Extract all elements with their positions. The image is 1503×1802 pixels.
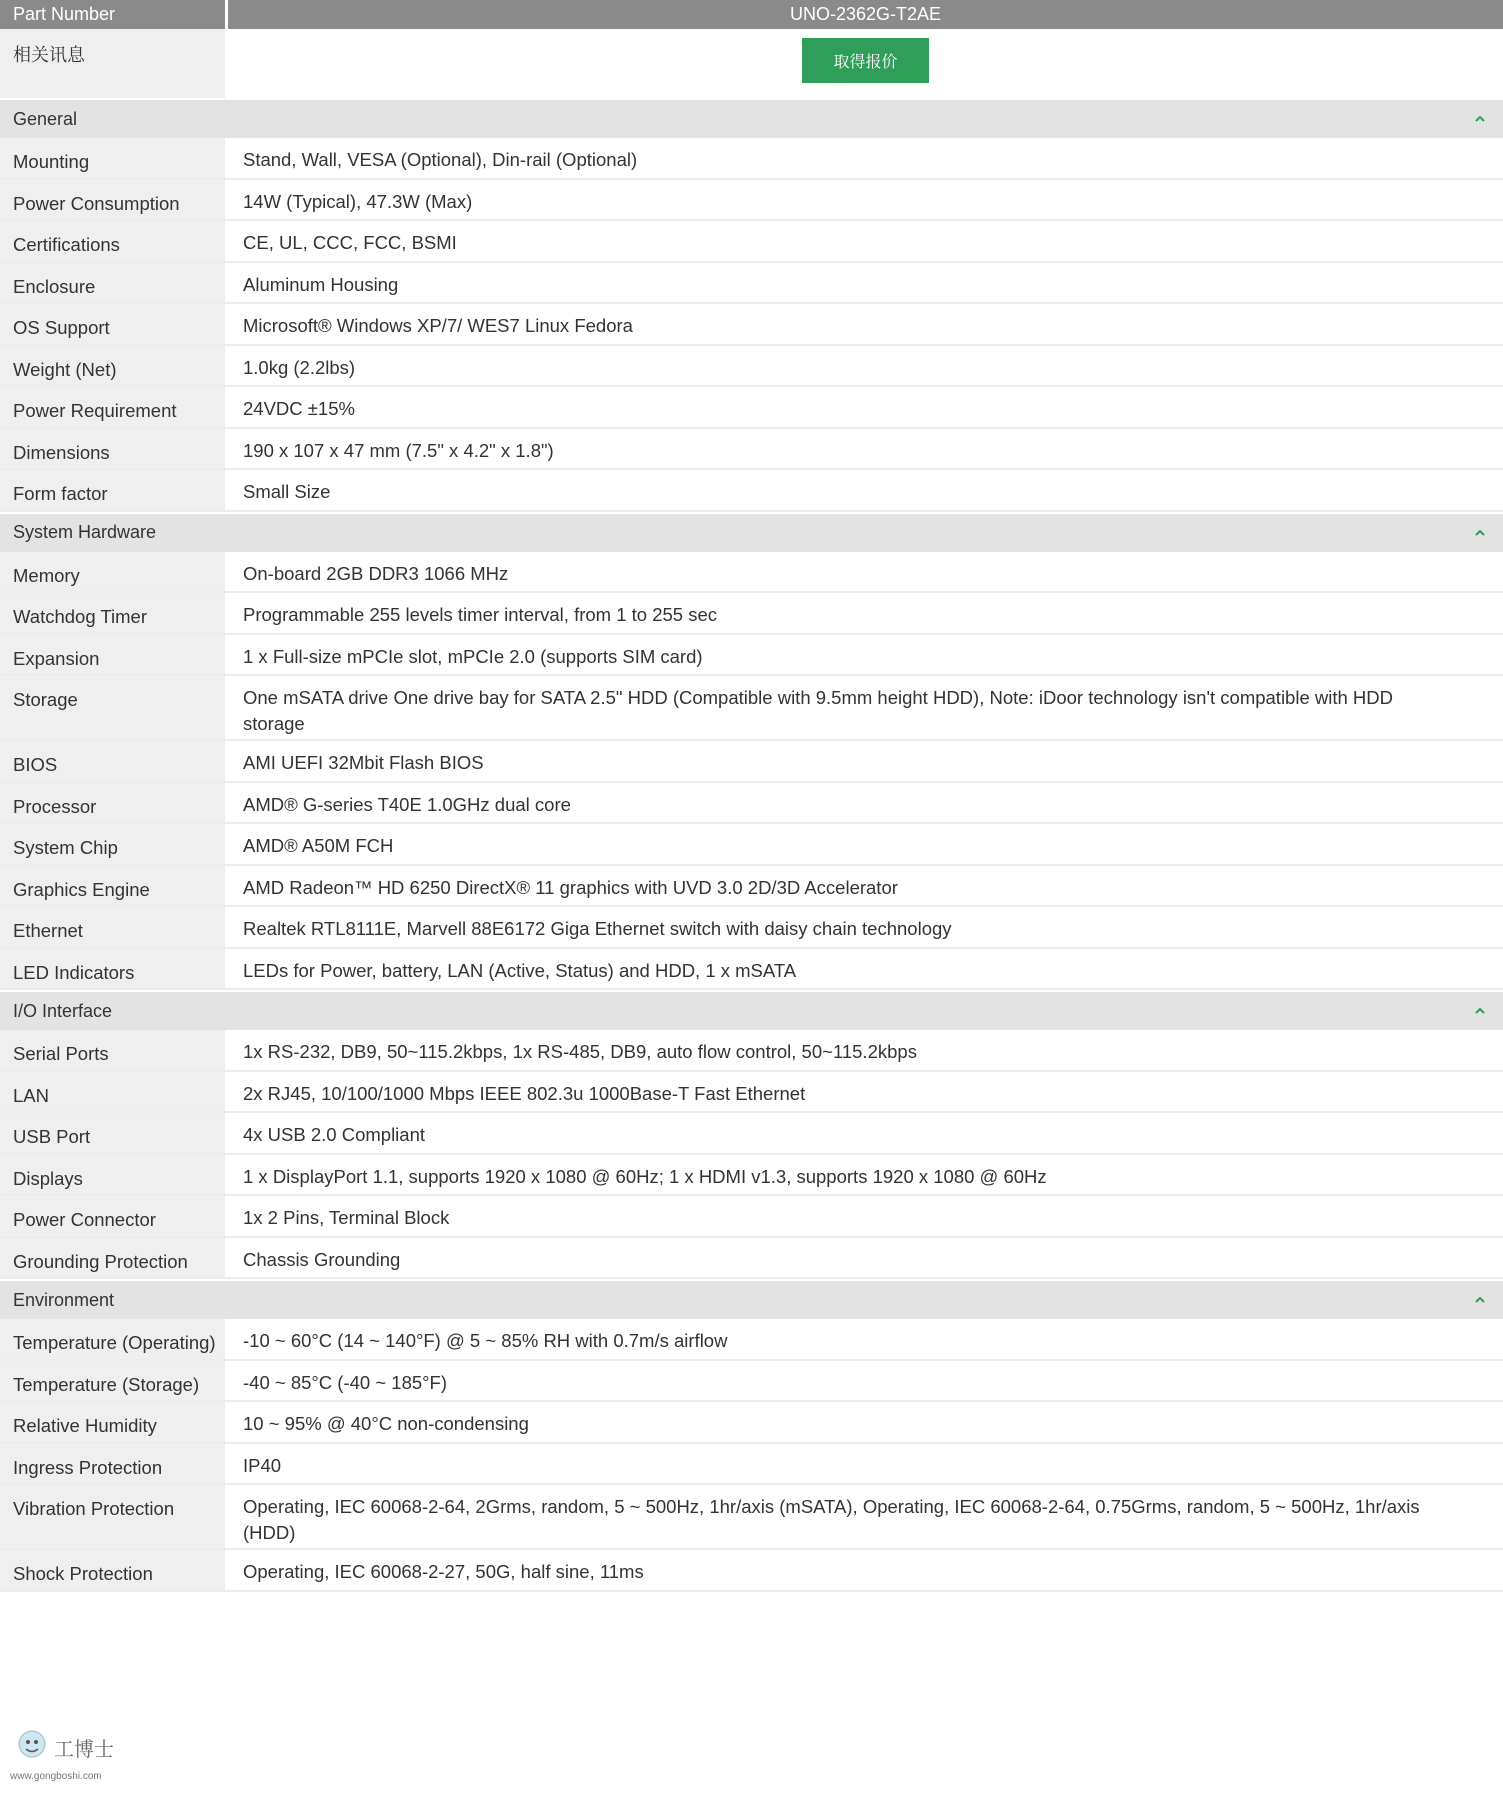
- spec-value: AMD Radeon™ HD 6250 DirectX® 11 graphics with UVD 3.0 2D/3D Accelerator: [243, 876, 898, 898]
- spec-key: LAN: [0, 1072, 225, 1112]
- spec-key: USB Port: [0, 1113, 225, 1153]
- spec-value: 1 x DisplayPort 1.1, supports 1920 x 1080 @ 60Hz; 1 x HDMI v1.3, supports 1920 x 1080 @ 60Hz: [243, 1165, 1047, 1187]
- spec-row: [0, 180, 1503, 222]
- spec-value: -40 ~ 85°C (-40 ~ 185°F): [243, 1371, 448, 1393]
- spec-row: [0, 304, 1503, 346]
- spec-key: Temperature (Operating): [0, 1319, 225, 1359]
- spec-key: Power Consumption: [0, 180, 225, 220]
- spec-key: Certifications: [0, 221, 225, 261]
- spec-key: LED Indicators: [0, 949, 225, 989]
- spec-value: On-board 2GB DDR3 1066 MHz: [243, 562, 509, 584]
- spec-key: Mounting: [0, 138, 225, 178]
- spec-key: Enclosure: [0, 263, 225, 303]
- section-header[interactable]: [0, 514, 1503, 552]
- spec-value: 10 ~ 95% @ 40°C non-condensing: [243, 1413, 529, 1434]
- spec-value: LEDs for Power, battery, LAN (Active, Status) and HDD, 1 x mSATA: [243, 959, 797, 981]
- spec-value: Stand, Wall, VESA (Optional), Din-rail (Optional): [243, 149, 638, 170]
- spec-value: 1 x Full-size mPCIe slot, mPCIe 2.0 (supports SIM card): [243, 645, 703, 667]
- spec-key: Serial Ports: [0, 1030, 225, 1070]
- watermark-logo: [10, 1724, 140, 1796]
- section-title: I/O Interface: [13, 1000, 113, 1021]
- spec-row: [0, 470, 1503, 512]
- spec-key: Power Requirement: [0, 387, 225, 427]
- spec-value: AMD® G-series T40E 1.0GHz dual core: [243, 793, 571, 815]
- section-header[interactable]: [0, 100, 1503, 138]
- section-title: System Hardware: [13, 522, 157, 542]
- spec-value: 4x USB 2.0 Compliant: [243, 1124, 426, 1145]
- spec-key: Graphics Engine: [0, 866, 225, 906]
- spec-row: [0, 1196, 1503, 1238]
- section-title: Environment: [13, 1289, 115, 1310]
- spec-value: Chassis Grounding: [243, 1248, 401, 1270]
- spec-key: Vibration Protection: [0, 1485, 225, 1548]
- spec-value: Small Size: [243, 481, 331, 502]
- spec-row: [0, 1319, 1503, 1361]
- info-row: [0, 29, 1503, 98]
- spec-row: [0, 1072, 1503, 1114]
- info-label: 相关讯息: [0, 29, 225, 98]
- spec-key: Temperature (Storage): [0, 1361, 225, 1401]
- spec-row: [0, 387, 1503, 429]
- spec-value: CE, UL, CCC, FCC, BSMI: [243, 232, 457, 253]
- spec-key: Storage: [0, 676, 225, 739]
- spec-row: [0, 1550, 1503, 1592]
- spec-row: [0, 1113, 1503, 1155]
- spec-value: 1.0kg (2.2lbs): [243, 356, 356, 378]
- spec-value: Operating, IEC 60068-2-64, 2Grms, random, 5 ~ 500Hz, 1hr/axis (mSATA), Operating, IEC 60068-2-64, 0.75Grms, random, 5 ~ 500Hz, 1hr/axis (HDD): [243, 1496, 1420, 1543]
- watermark-url: www.gongboshi.com: [10, 1771, 102, 1782]
- spec-row: [0, 1402, 1503, 1444]
- spec-row: [0, 949, 1503, 991]
- spec-key: Dimensions: [0, 429, 225, 469]
- spec-key: System Chip: [0, 824, 225, 864]
- spec-row: [0, 676, 1503, 741]
- spec-key: Watchdog Timer: [0, 593, 225, 633]
- spec-key: Power Connector: [0, 1196, 225, 1236]
- section-header[interactable]: [0, 992, 1503, 1030]
- spec-value: Aluminum Housing: [243, 273, 399, 295]
- spec-value: 1x 2 Pins, Terminal Block: [243, 1207, 450, 1228]
- spec-row: [0, 221, 1503, 263]
- section-title: General: [13, 108, 78, 129]
- part-number-header: [0, 0, 1503, 29]
- spec-row: [0, 1485, 1503, 1550]
- spec-key: Grounding Protection: [0, 1238, 225, 1278]
- spec-value: Microsoft® Windows XP/7/ WES7 Linux Fedora: [243, 315, 633, 336]
- watermark-brand: 工博士: [54, 1737, 114, 1761]
- spec-row: [0, 138, 1503, 180]
- spec-value: 1x RS-232, DB9, 50~115.2kbps, 1x RS-485, DB9, auto flow control, 50~115.2kbps: [243, 1041, 917, 1062]
- spec-value: -10 ~ 60°C (14 ~ 140°F) @ 5 ~ 85% RH with 0.7m/s airflow: [243, 1330, 728, 1351]
- spec-key: Shock Protection: [0, 1550, 225, 1590]
- spec-key: Relative Humidity: [0, 1402, 225, 1442]
- chevron-up-icon[interactable]: [1475, 1008, 1485, 1014]
- spec-row: [0, 263, 1503, 305]
- spec-value: AMI UEFI 32Mbit Flash BIOS: [243, 752, 484, 773]
- chevron-up-icon[interactable]: [1475, 1297, 1485, 1303]
- spec-key: BIOS: [0, 741, 225, 781]
- spec-key: Processor: [0, 783, 225, 823]
- spec-row: [0, 1444, 1503, 1486]
- spec-row: [0, 1238, 1503, 1280]
- get-quote-button[interactable]: 取得报价: [802, 38, 929, 83]
- chevron-up-icon[interactable]: [1475, 530, 1485, 536]
- spec-key: Ethernet: [0, 907, 225, 947]
- spec-value: 190 x 107 x 47 mm (7.5" x 4.2" x 1.8"): [243, 439, 554, 461]
- spec-row: [0, 907, 1503, 949]
- spec-row: [0, 635, 1503, 677]
- spec-sections: [0, 100, 1503, 1592]
- part-number-value: UNO-2362G-T2AE: [228, 0, 1503, 29]
- spec-key: Ingress Protection: [0, 1444, 225, 1484]
- spec-row: [0, 783, 1503, 825]
- spec-value: IP40: [243, 1454, 282, 1476]
- spec-row: [0, 866, 1503, 908]
- spec-value: AMD® A50M FCH: [243, 835, 394, 856]
- spec-key: Form factor: [0, 470, 225, 510]
- spec-row: [0, 1155, 1503, 1197]
- spec-value: One mSATA drive One drive bay for SATA 2.5" HDD (Compatible with 9.5mm height HDD), Note: iDoor technology isn't compatible with HDD storage: [243, 687, 1393, 734]
- spec-row: [0, 429, 1503, 471]
- spec-key: Memory: [0, 552, 225, 592]
- spec-key: Expansion: [0, 635, 225, 675]
- spec-row: [0, 552, 1503, 594]
- spec-key: Displays: [0, 1155, 225, 1195]
- spec-row: [0, 1030, 1503, 1072]
- part-number-label: Part Number: [0, 0, 225, 29]
- spec-value: 2x RJ45, 10/100/1000 Mbps IEEE 802.3u 1000Base-T Fast Ethernet: [243, 1082, 806, 1104]
- spec-row: [0, 346, 1503, 388]
- spec-row: [0, 824, 1503, 866]
- spec-key: Weight (Net): [0, 346, 225, 386]
- spec-value: 14W (Typical), 47.3W (Max): [243, 190, 473, 212]
- section-header[interactable]: [0, 1281, 1503, 1319]
- spec-value: Operating, IEC 60068-2-27, 50G, half sine, 11ms: [243, 1561, 644, 1582]
- spec-row: [0, 593, 1503, 635]
- chevron-up-icon[interactable]: [1475, 116, 1485, 122]
- spec-value: 24VDC ±15%: [243, 398, 355, 419]
- spec-value: Programmable 255 levels timer interval, from 1 to 255 sec: [243, 604, 718, 625]
- spec-value: Realtek RTL8111E, Marvell 88E6172 Giga Ethernet switch with daisy chain technology: [243, 918, 952, 939]
- spec-key: OS Support: [0, 304, 225, 344]
- spec-row: [0, 1361, 1503, 1403]
- spec-row: [0, 741, 1503, 783]
